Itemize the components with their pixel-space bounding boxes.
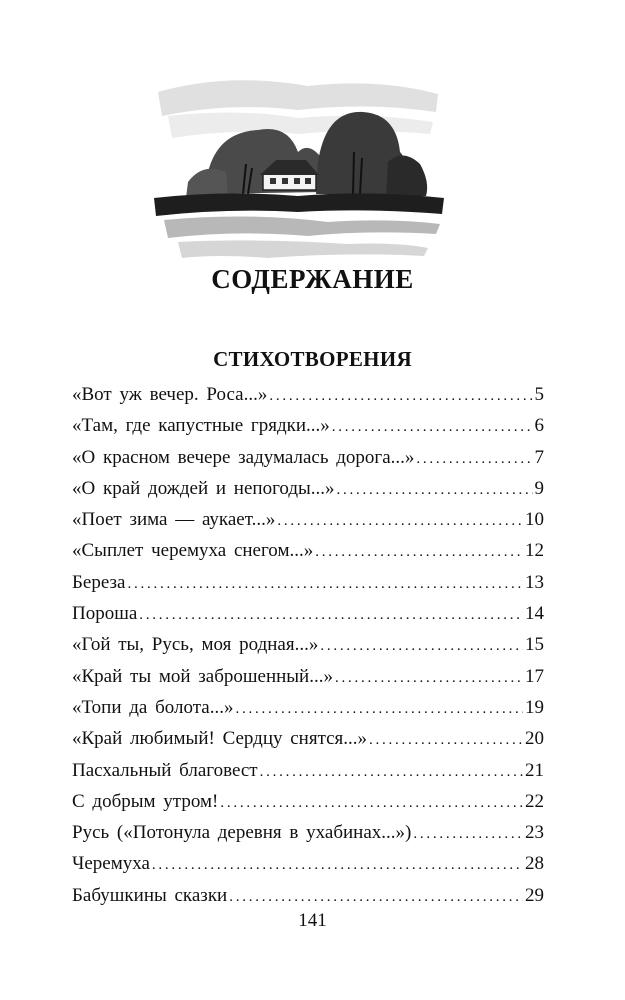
toc-entry-page: 29 (525, 884, 544, 906)
toc-entry-page: 6 (534, 415, 544, 437)
toc-dot-leader (320, 631, 523, 662)
toc-entry[interactable] (72, 786, 544, 817)
toc-dot-leader (220, 788, 523, 819)
toc-entry[interactable] (72, 442, 544, 473)
table-of-contents (72, 379, 544, 911)
toc-entry[interactable] (72, 598, 544, 629)
toc-entry-page: 13 (525, 571, 544, 593)
toc-entry-page: 22 (525, 790, 544, 812)
toc-dot-leader (413, 819, 523, 850)
toc-entry-page: 28 (525, 853, 544, 875)
toc-entry-page: 14 (525, 603, 544, 625)
toc-entry-title: Пасхальный благовест (72, 759, 258, 781)
toc-entry-page: 10 (525, 509, 544, 531)
toc-dot-leader (269, 381, 532, 412)
page-title: СОДЕРЖАНИЕ (211, 264, 414, 294)
toc-entry[interactable] (72, 629, 544, 660)
toc-entry-page: 12 (525, 540, 544, 562)
toc-dot-leader (337, 475, 533, 506)
toc-entry-title: «О край дождей и непогоды...» (72, 477, 335, 499)
toc-dot-leader (315, 537, 523, 568)
toc-dot-leader (332, 412, 533, 443)
toc-entry-title: Черемуха (72, 853, 150, 875)
toc-entry-title: Бабушкины сказки (72, 884, 228, 906)
toc-entry-page: 9 (534, 477, 544, 499)
toc-dot-leader (127, 569, 523, 600)
toc-entry-page: 15 (525, 634, 544, 656)
toc-dot-leader (416, 444, 532, 475)
toc-entry-title: «Сыплет черемуха снегом...» (72, 540, 314, 562)
toc-entry[interactable] (72, 535, 544, 566)
toc-entry-title: Пороша (72, 603, 138, 625)
toc-entry-page: 5 (534, 384, 544, 405)
toc-entry[interactable] (72, 755, 544, 786)
toc-entry-page: 20 (525, 728, 544, 750)
toc-entry-title: «Там, где капустные грядки...» (72, 415, 330, 437)
toc-dot-leader (152, 850, 523, 881)
toc-entry[interactable] (72, 661, 544, 692)
landscape-illustration (148, 72, 448, 272)
toc-entry-page: 23 (525, 822, 544, 844)
toc-entry-title: «Поет зима — аукает...» (72, 509, 276, 531)
toc-dot-leader (235, 694, 523, 725)
toc-entry[interactable] (72, 817, 544, 848)
toc-entry[interactable] (72, 504, 544, 535)
toc-entry-page: 17 (525, 665, 544, 687)
toc-entry-page: 19 (525, 696, 544, 718)
toc-entry[interactable] (72, 567, 544, 598)
toc-dot-leader (139, 600, 523, 631)
toc-entry[interactable] (72, 880, 544, 911)
toc-entry-title: «Гой ты, Русь, моя родная...» (72, 634, 319, 656)
toc-entry[interactable] (72, 473, 544, 504)
toc-dot-leader (277, 506, 523, 537)
toc-dot-leader (335, 663, 523, 694)
toc-entry-title: «Край любимый! Сердцу снятся...» (72, 728, 368, 750)
toc-entry-title: «Край ты мой заброшенный...» (72, 665, 333, 687)
page-number: 141 (298, 910, 327, 931)
toc-dot-leader (369, 725, 523, 756)
toc-entry-title: «О красном вечере задумалась дорога...» (72, 446, 415, 468)
toc-entry[interactable] (72, 410, 544, 441)
toc-entry-page: 7 (534, 446, 544, 468)
toc-entry-title: С добрым утром! (72, 790, 219, 812)
toc-entry[interactable] (72, 723, 544, 754)
toc-dot-leader (260, 757, 523, 788)
toc-entry-title: Береза (72, 571, 126, 593)
toc-dot-leader (229, 882, 523, 913)
section-title: СТИХОТВОРЕНИЯ (213, 347, 412, 371)
toc-entry[interactable] (72, 379, 544, 410)
toc-entry[interactable] (72, 692, 544, 723)
toc-entry-title: Русь («Потонула деревня в ухабинах...») (72, 822, 412, 844)
toc-entry-page: 21 (525, 759, 544, 781)
toc-entry[interactable] (72, 848, 544, 879)
toc-entry-title: «Вот уж вечер. Роса...» (72, 384, 268, 405)
toc-entry-title: «Топи да болота...» (72, 696, 234, 718)
